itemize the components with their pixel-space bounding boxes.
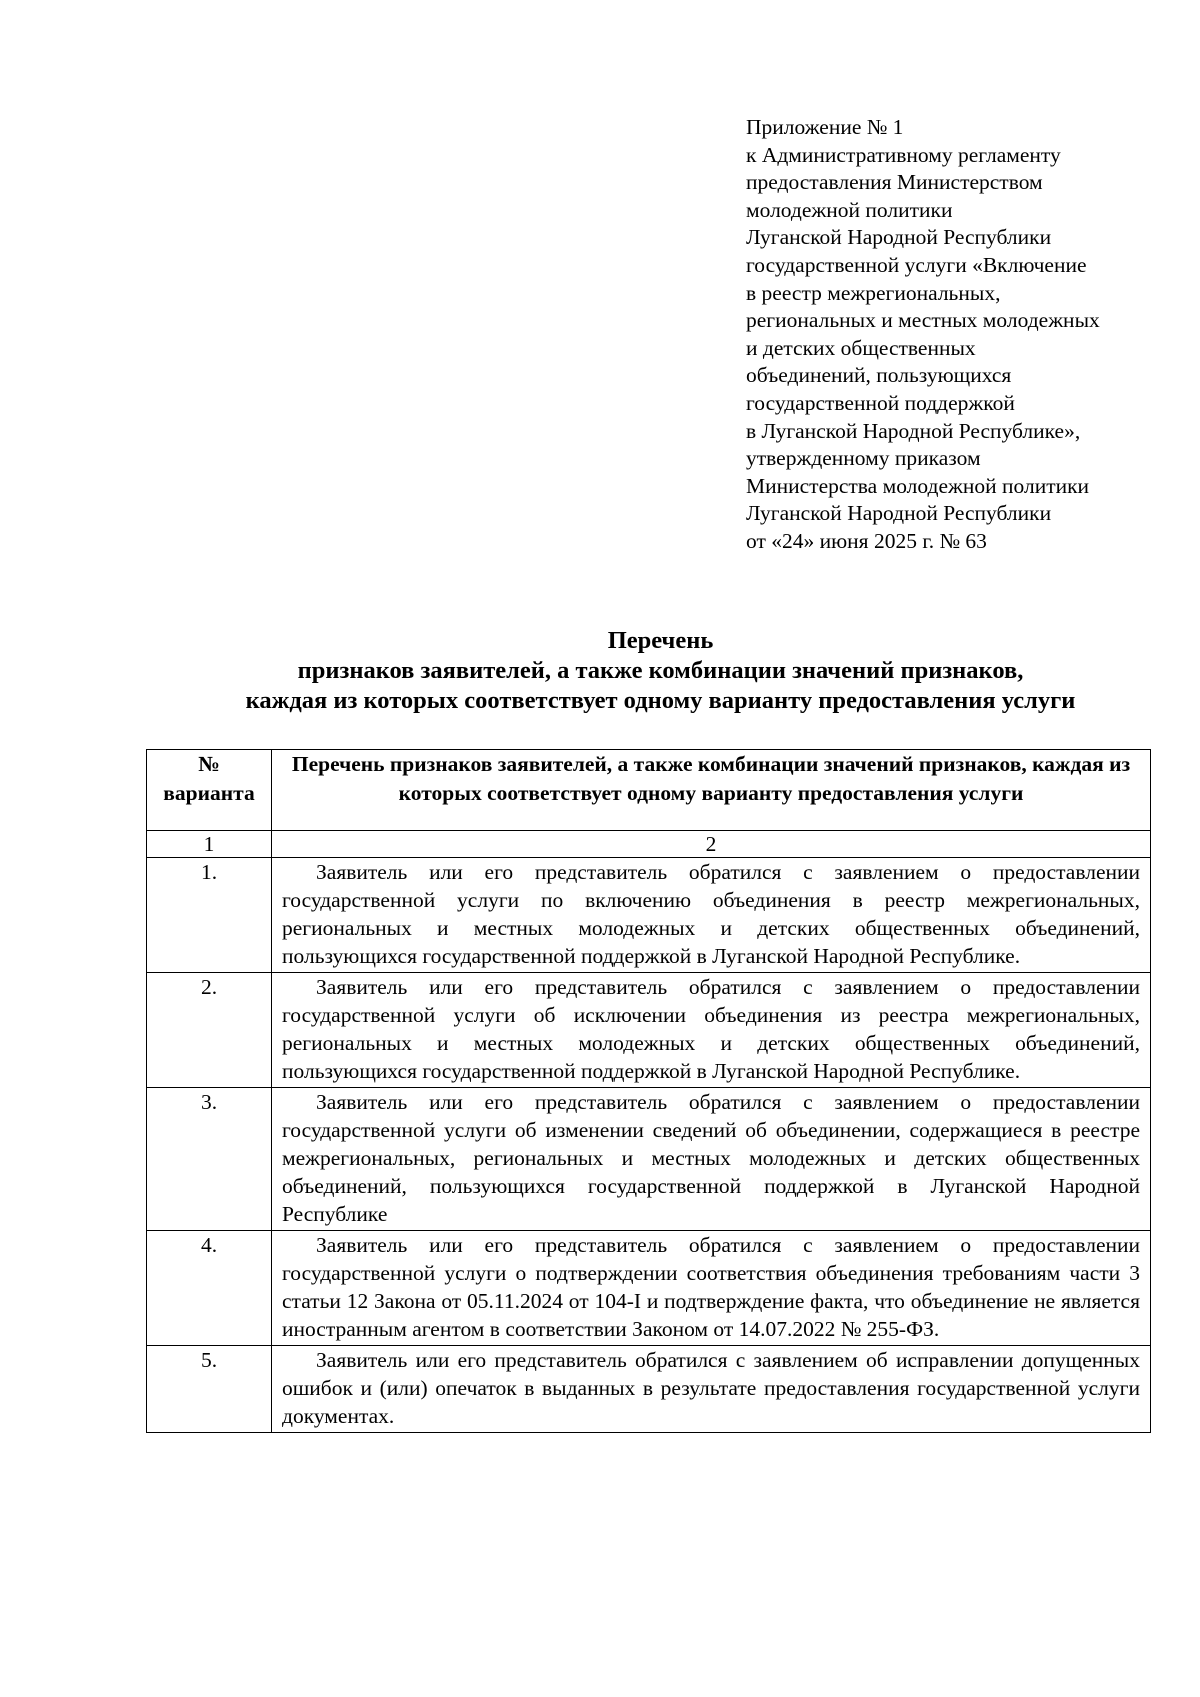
appendix-line: молодежной политики	[746, 197, 953, 222]
appendix-line: к Административному регламенту	[746, 142, 1061, 167]
variant-description	[272, 1231, 1151, 1346]
appendix-line: государственной услуги «Включение	[746, 252, 1087, 277]
appendix-line: от «24» июня 2025 г. № 63	[746, 528, 987, 553]
variant-number: 2.	[147, 973, 272, 1088]
title-line: каждая из которых соответствует одному варианту предоставления услуги	[245, 687, 1076, 714]
variant-text: Заявитель или его представитель обратился с заявлением о предоставлении государственной услуги об изменении сведений об объединении, содержащиеся в реестре межрегиональных, региональных и местных молодежных и детских общественных объединений, пользующихся государственной поддержкой в Луганской Народной Республике	[282, 1090, 1140, 1226]
table-row	[147, 1346, 1151, 1433]
variant-description	[272, 858, 1151, 973]
appendix-line: региональных и местных молодежных	[746, 308, 1100, 333]
appendix-line: государственной поддержкой	[746, 390, 1015, 415]
header-variant-number: № варианта	[147, 750, 272, 831]
appendix-line: в Луганской Народной Республике»,	[746, 418, 1081, 443]
table-row	[147, 858, 1151, 973]
variant-text: Заявитель или его представитель обратился с заявлением о предоставлении государственной услуги об исключении объединения из реестра межрегиональных, региональных и местных молодежных и детских общественных объединений, пользующихся государственной поддержкой в Луганской Народной Республике.	[282, 975, 1140, 1083]
variant-number: 3.	[147, 1088, 272, 1231]
appendix-line: утвержденному приказом	[746, 446, 981, 471]
table-row	[147, 1088, 1151, 1231]
title-line: признаков заявителей, а также комбинации значений признаков,	[297, 657, 1024, 684]
variants-table	[146, 749, 1151, 1433]
appendix-line: Министерства молодежной политики	[746, 473, 1090, 498]
variant-number: 5.	[147, 1346, 272, 1433]
header-description: Перечень признаков заявителей, а также комбинации значений признаков, каждая из которых соответствует одному варианту предоставления услуги	[272, 750, 1151, 831]
appendix-line: и детских общественных	[746, 335, 976, 360]
appendix-line: Луганской Народной Республики	[746, 225, 1052, 250]
variant-description	[272, 1346, 1151, 1433]
appendix-line: предоставления Министерством	[746, 170, 1043, 195]
variant-text: Заявитель или его представитель обратился с заявлением о предоставлении государственной услуги по включению объединения в реестр межрегиональных, региональных и местных молодежных и детских общественных объединений, пользующихся государственной поддержкой в Луганской Народной Республике.	[282, 860, 1140, 968]
table-header-row	[147, 750, 1151, 831]
appendix-line: в реестр межрегиональных,	[746, 280, 1001, 305]
document-title	[0, 626, 1200, 716]
appendix-line: объединений, пользующихся	[746, 363, 1012, 388]
variant-number: 1.	[147, 858, 272, 973]
variant-description	[272, 973, 1151, 1088]
appendix-line: Приложение № 1	[746, 115, 904, 139]
column-index-2: 2	[272, 831, 1151, 858]
variant-text: Заявитель или его представитель обратился с заявлением об исправлении допущенных ошибок и (или) опечаток в выданных в результате предоставления государственной услуги документах.	[282, 1348, 1140, 1428]
column-index-row	[147, 831, 1151, 858]
title-line: Перечень	[607, 627, 714, 654]
variant-description	[272, 1088, 1151, 1231]
table-row	[147, 973, 1151, 1088]
variant-text: Заявитель или его представитель обратился с заявлением о предоставлении государственной услуги о подтверждении соответствия объединения требованиям части 3 статьи 12 Закона от 05.11.2024 от 104-I и подтверждение факта, что объединение не является иностранным агентом в соответствии Законом от 14.07.2022 № 255-ФЗ.	[282, 1233, 1140, 1341]
variant-number: 4.	[147, 1231, 272, 1346]
column-index-1: 1	[147, 831, 272, 858]
appendix-block	[746, 114, 1166, 556]
table-row	[147, 1231, 1151, 1346]
appendix-line: Луганской Народной Республики	[746, 501, 1052, 526]
